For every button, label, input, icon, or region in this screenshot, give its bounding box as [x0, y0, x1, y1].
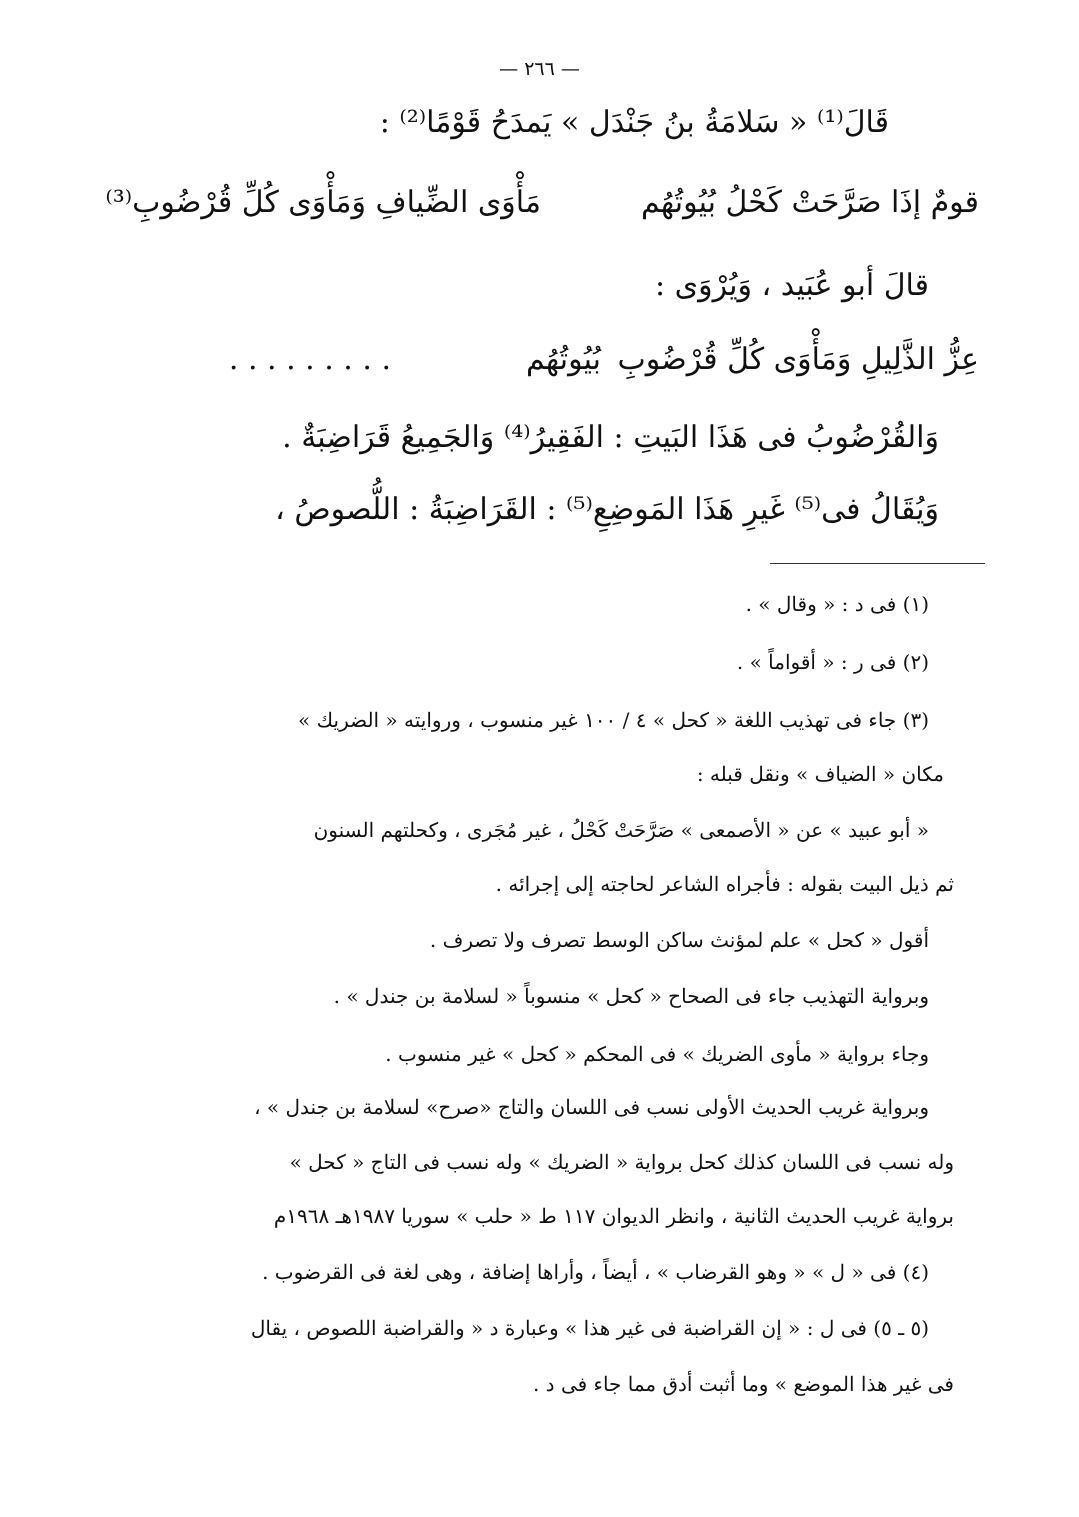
footnote-3-line-10: برواية غريب الحديث الثانية ، وانظر الديوان ١١٧ ط « حلب » سوريا ١٩٨٧هـ ١٩٦٨م [273, 1204, 954, 1228]
footnote-1: (١) فى د : « وقال » . [745, 592, 929, 616]
footnote-3-line-6: وبرواية التهذيب جاء فى الصحاح « كحل » منسوباً « لسلامة بن جندل » . [333, 984, 929, 1008]
verse2-first-hemistich: بُيُوتُهُم [525, 342, 601, 377]
footnote-3-line-7: وجاء برواية « مأوى الضريك » فى المحكم « كحل » غير منسوب . [385, 1042, 929, 1066]
footnote-5-line-1: (٥ ـ ٥) فى ل : « إن القراضبة فى غير هذا » وعبارة د « والقراضبة اللصوص ، يقال [250, 1316, 929, 1340]
footnote-3-line-8: وبرواية غريب الحديث الأولى نسب فى اللسان والتاج «صرح» لسلامة بن جندل » ، [254, 1095, 929, 1119]
verse2-dots: . . . . . . . . . [228, 342, 391, 377]
intro-line: قَالَ⁽¹⁾ « سَلامَةُ بنُ جَنْدَل » يَمدَحُ قَوْمًا⁽²⁾ : [379, 105, 889, 140]
footnote-5-line-2: فى غير هذا الموضع » وما أثبت أدق مما جاء فى د . [532, 1372, 954, 1396]
alternate-meaning-line: وَيُقَالُ فى⁽⁵⁾ غَيرِ هَذَا المَوضِعِ⁽⁵⁾ : القَرَاضِبَةُ : اللُّصوصُ ، [275, 492, 939, 527]
page-number: — ٢٦٦ — [499, 58, 580, 80]
footnote-2: (٢) فى ر : « أقواماً » . [736, 650, 929, 674]
footnote-3-line-5: أقول « كحل » علم لمؤنث ساكن الوسط تصرف ولا تصرف . [429, 928, 929, 952]
verse1-first-hemistich: قومٌ إذَا صَرَّحَتْ كَحْلُ بُيُوتُهُم [640, 185, 979, 220]
footnote-4: (٤) فى « ل » « وهو القرضاب » ، أيضاً ، وأراها إضافة ، وهى لغة فى القرضوب . [262, 1260, 929, 1284]
footnote-3-line-2: مكان « الضياف » ونقل قبله : [696, 762, 944, 786]
footnote-3-line-4: ثم ذيل البيت بقوله : فأجراه الشاعر لحاجته إلى إجرائه . [495, 872, 954, 896]
definition-line: وَالقُرْضُوبُ فى هَذَا البَيتِ : الفَقِيرُ⁽⁴⁾ وَالجَمِيعُ قَرَاضِبَةٌ . [282, 420, 939, 455]
footnote-separator [770, 563, 985, 564]
footnote-3-line-1: (٣) جاء فى تهذيب اللغة « كحل » ٤ / ١٠٠ غير منسوب ، وروايته « الضريك » [298, 708, 929, 732]
abu-ubaid-line: قالَ أبو عُبَيد ، وَيُرْوَى : [654, 268, 929, 303]
footnote-3-line-3: « أبو عبيد » عن « الأصمعى » صَرَّحَتْ كَحْلُ ، غير مُجَرى ، وكحلتهم السنون [313, 818, 929, 842]
verse2-second-hemistich: عِزُّ الذَّلِيلِ وَمَأْوَى كُلِّ قُرْضُوبِ [617, 342, 979, 377]
footnote-3-line-9: وله نسب فى اللسان كذلك كحل برواية « الضريك » وله نسب فى التاج « كحل » [289, 1150, 954, 1174]
verse1-second-hemistich: مَأْوَى الضِّيافِ وَمَأْوَى كُلِّ قُرْضُوبِ⁽³⁾ [105, 185, 541, 220]
